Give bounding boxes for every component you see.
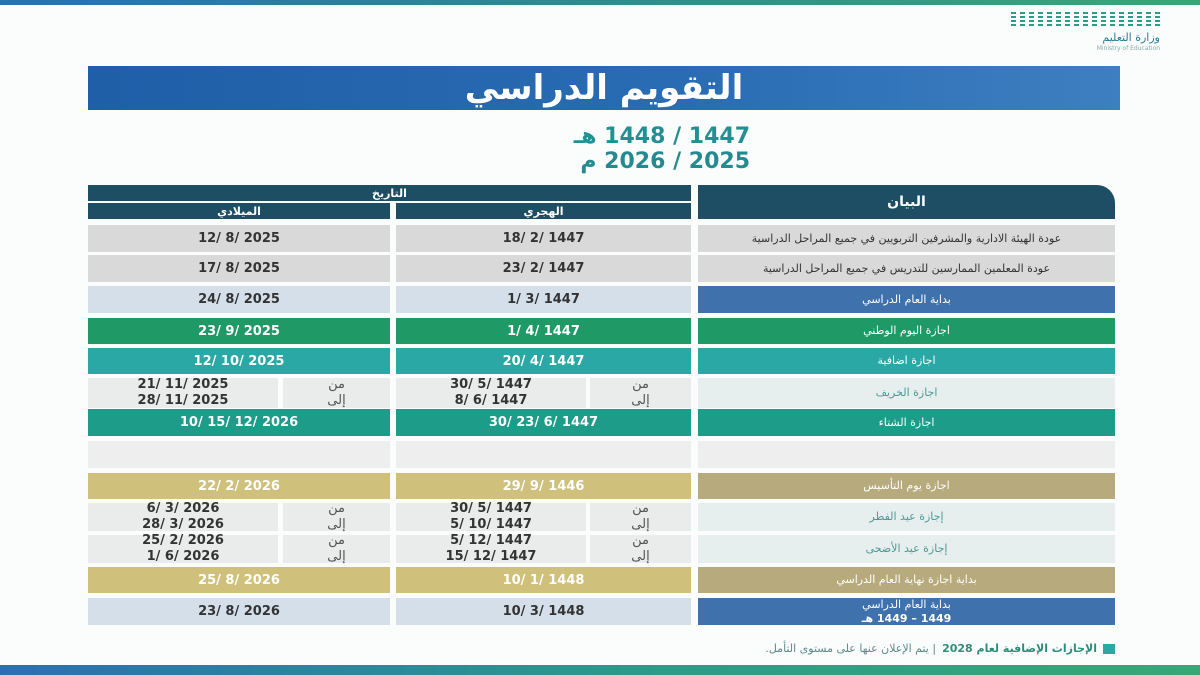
top-gradient-bar [0, 0, 1200, 5]
row-hijri-empty [396, 441, 691, 468]
row-gregorian-range: 25/ 2/ 2026 1/ 6/ 2026 [88, 535, 278, 563]
row-gregorian-empty [88, 441, 390, 468]
row-label: إجازة عيد الفطر [698, 503, 1115, 531]
row-hijri: 1/ 3/ 1447 [396, 286, 691, 313]
row-label: إجازة عيد الأضحى [698, 535, 1115, 563]
from-to-labels: من إلى [590, 503, 691, 531]
header-date: التاريخ [88, 185, 691, 201]
row-gregorian-range: 21/ 11/ 2025 28/ 11/ 2025 [88, 378, 278, 408]
header-gregorian: الميلادي [88, 203, 390, 219]
bottom-gradient-bar [0, 665, 1200, 675]
row-gregorian-range: 6/ 3/ 2026 28/ 3/ 2026 [88, 503, 278, 531]
row-hijri: 20/ 4/ 1447 [396, 348, 691, 374]
header-hijri: الهجري [396, 203, 691, 219]
row-hijri: 10/ 3/ 1448 [396, 598, 691, 625]
row-gregorian: 23/ 8/ 2026 [88, 598, 390, 625]
academic-years [400, 124, 760, 174]
row-hijri-range: 5/ 12/ 1447 15/ 12/ 1447 [396, 535, 586, 563]
row-label: عودة الهيئة الادارية والمشرفين التربويين في جميع المراحل الدراسية [698, 225, 1115, 252]
from-to-labels: من إلى [590, 535, 691, 563]
row-label: اجازة اليوم الوطني [698, 318, 1115, 344]
row-gregorian: 12/ 10/ 2025 [88, 348, 390, 374]
row-label: اجازة يوم التأسيس [698, 473, 1115, 499]
row-gregorian: 24/ 8/ 2025 [88, 286, 390, 313]
hijri-years: 1447 / 1448 هـ [573, 124, 750, 149]
row-label: بداية العام الدراسي 1449 – 1449 هـ [698, 598, 1115, 625]
row-hijri-range: 30/ 5/ 1447 8/ 6/ 1447 [396, 378, 586, 408]
from-to-labels: من إلى [283, 378, 390, 408]
legend-square-icon [1103, 644, 1115, 654]
row-hijri: 18/ 2/ 1447 [396, 225, 691, 252]
row-label: اجازة الخريف [698, 378, 1115, 408]
from-to-labels: من إلى [283, 535, 390, 563]
row-gregorian: 12/ 8/ 2025 [88, 225, 390, 252]
row-label: بداية العام الدراسي [698, 286, 1115, 313]
row-gregorian: 17/ 8/ 2025 [88, 255, 390, 282]
ministry-name-en: Ministry of Education [1096, 45, 1160, 52]
title-banner [88, 66, 1120, 110]
row-label: بداية اجازة نهاية العام الدراسي [698, 567, 1115, 593]
row-label: اجازة الشتاء [698, 409, 1115, 436]
row-hijri: 30/ 23/ 6/ 1447 [396, 409, 691, 436]
row-label: عودة المعلمين الممارسين للتدريس في جميع المراحل الدراسية [698, 255, 1115, 282]
logo-dots-icon [1005, 12, 1160, 28]
footnote-highlight: الإجازات الإضافية لعام 2028 [942, 642, 1097, 655]
row-hijri: 1/ 4/ 1447 [396, 318, 691, 344]
gregorian-years: 2025 / 2026 م [580, 149, 750, 174]
from-to-labels: من إلى [283, 503, 390, 531]
header-item: البيان [698, 185, 1115, 219]
row-gregorian: 22/ 2/ 2026 [88, 473, 390, 499]
ministry-logo [1005, 12, 1160, 57]
row-gregorian: 25/ 8/ 2026 [88, 567, 390, 593]
row-hijri: 29/ 9/ 1446 [396, 473, 691, 499]
row-label: اجازة اضافية [698, 348, 1115, 374]
ministry-name-ar: وزارة التعليم [1102, 31, 1160, 44]
row-gregorian: 10/ 15/ 12/ 2026 [88, 409, 390, 436]
from-to-labels: من إلى [590, 378, 691, 408]
row-gregorian: 23/ 9/ 2025 [88, 318, 390, 344]
row-hijri: 10/ 1/ 1448 [396, 567, 691, 593]
page-title: التقويم الدراسي [464, 68, 744, 108]
row-hijri-range: 30/ 5/ 1447 5/ 10/ 1447 [396, 503, 586, 531]
row-hijri: 23/ 2/ 1447 [396, 255, 691, 282]
footnote-text: | يتم الإعلان عنها على مستوى التأمل. [765, 642, 937, 655]
footnote [460, 642, 1115, 655]
row-label-empty [698, 441, 1115, 468]
